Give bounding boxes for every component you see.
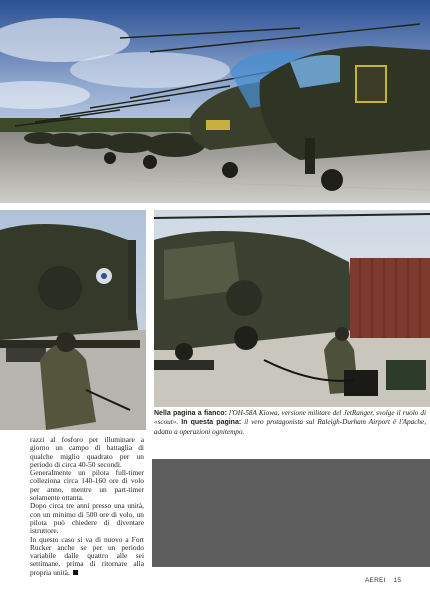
photo-apache-flight-line: [0, 0, 430, 203]
page-footer: [365, 577, 401, 584]
gray-panel: [152, 459, 430, 567]
body-paragraph: [30, 536, 144, 577]
body-paragraph: razzi al fosforo per illuminare a giorno un campo di battaglia di qualche miglio quadrato per un periodo di circa 40-50 secondi.: [30, 435, 144, 469]
caption-lead-1: Nella pagina a fianco:: [154, 410, 227, 417]
article-body: [30, 436, 144, 577]
photo-soldier-maintenance: [0, 210, 146, 430]
body-paragraph-text: In questo caso si va di nuovo a Fort Rucker anche se per un periodo variabile dalle quattro alle sei settimane, prima di ritornare alla propria unità.: [30, 534, 144, 577]
photo-caption: [154, 409, 426, 436]
photo-apache-raleigh-durham: [154, 210, 430, 407]
magazine-name: AEREI: [365, 577, 386, 584]
caption-text-1: l'OH-58A Kiowa, versione militare del JetRanger, svolge il ruolo di «scout».: [154, 409, 426, 427]
body-paragraph: Generalmente un pilota full-timer colleziona circa 140-160 ore di volo per anno, mentre un part-timer solamente ottanta.: [30, 468, 144, 503]
body-paragraph: Dopo circa tre anni presso una unità, con un minimo di 500 ore di volo, un pilota può chiedere di diventare istruttore.: [30, 501, 144, 536]
caption-lead-2: In questa pagina:: [178, 419, 242, 427]
caption-text-2: il vero protagonista sul Raleigh-Durham Airport è l'Apache, adatto a operazioni ognitempo.: [154, 418, 426, 436]
end-of-article-mark: [73, 570, 78, 575]
page-number: 15: [393, 577, 402, 584]
